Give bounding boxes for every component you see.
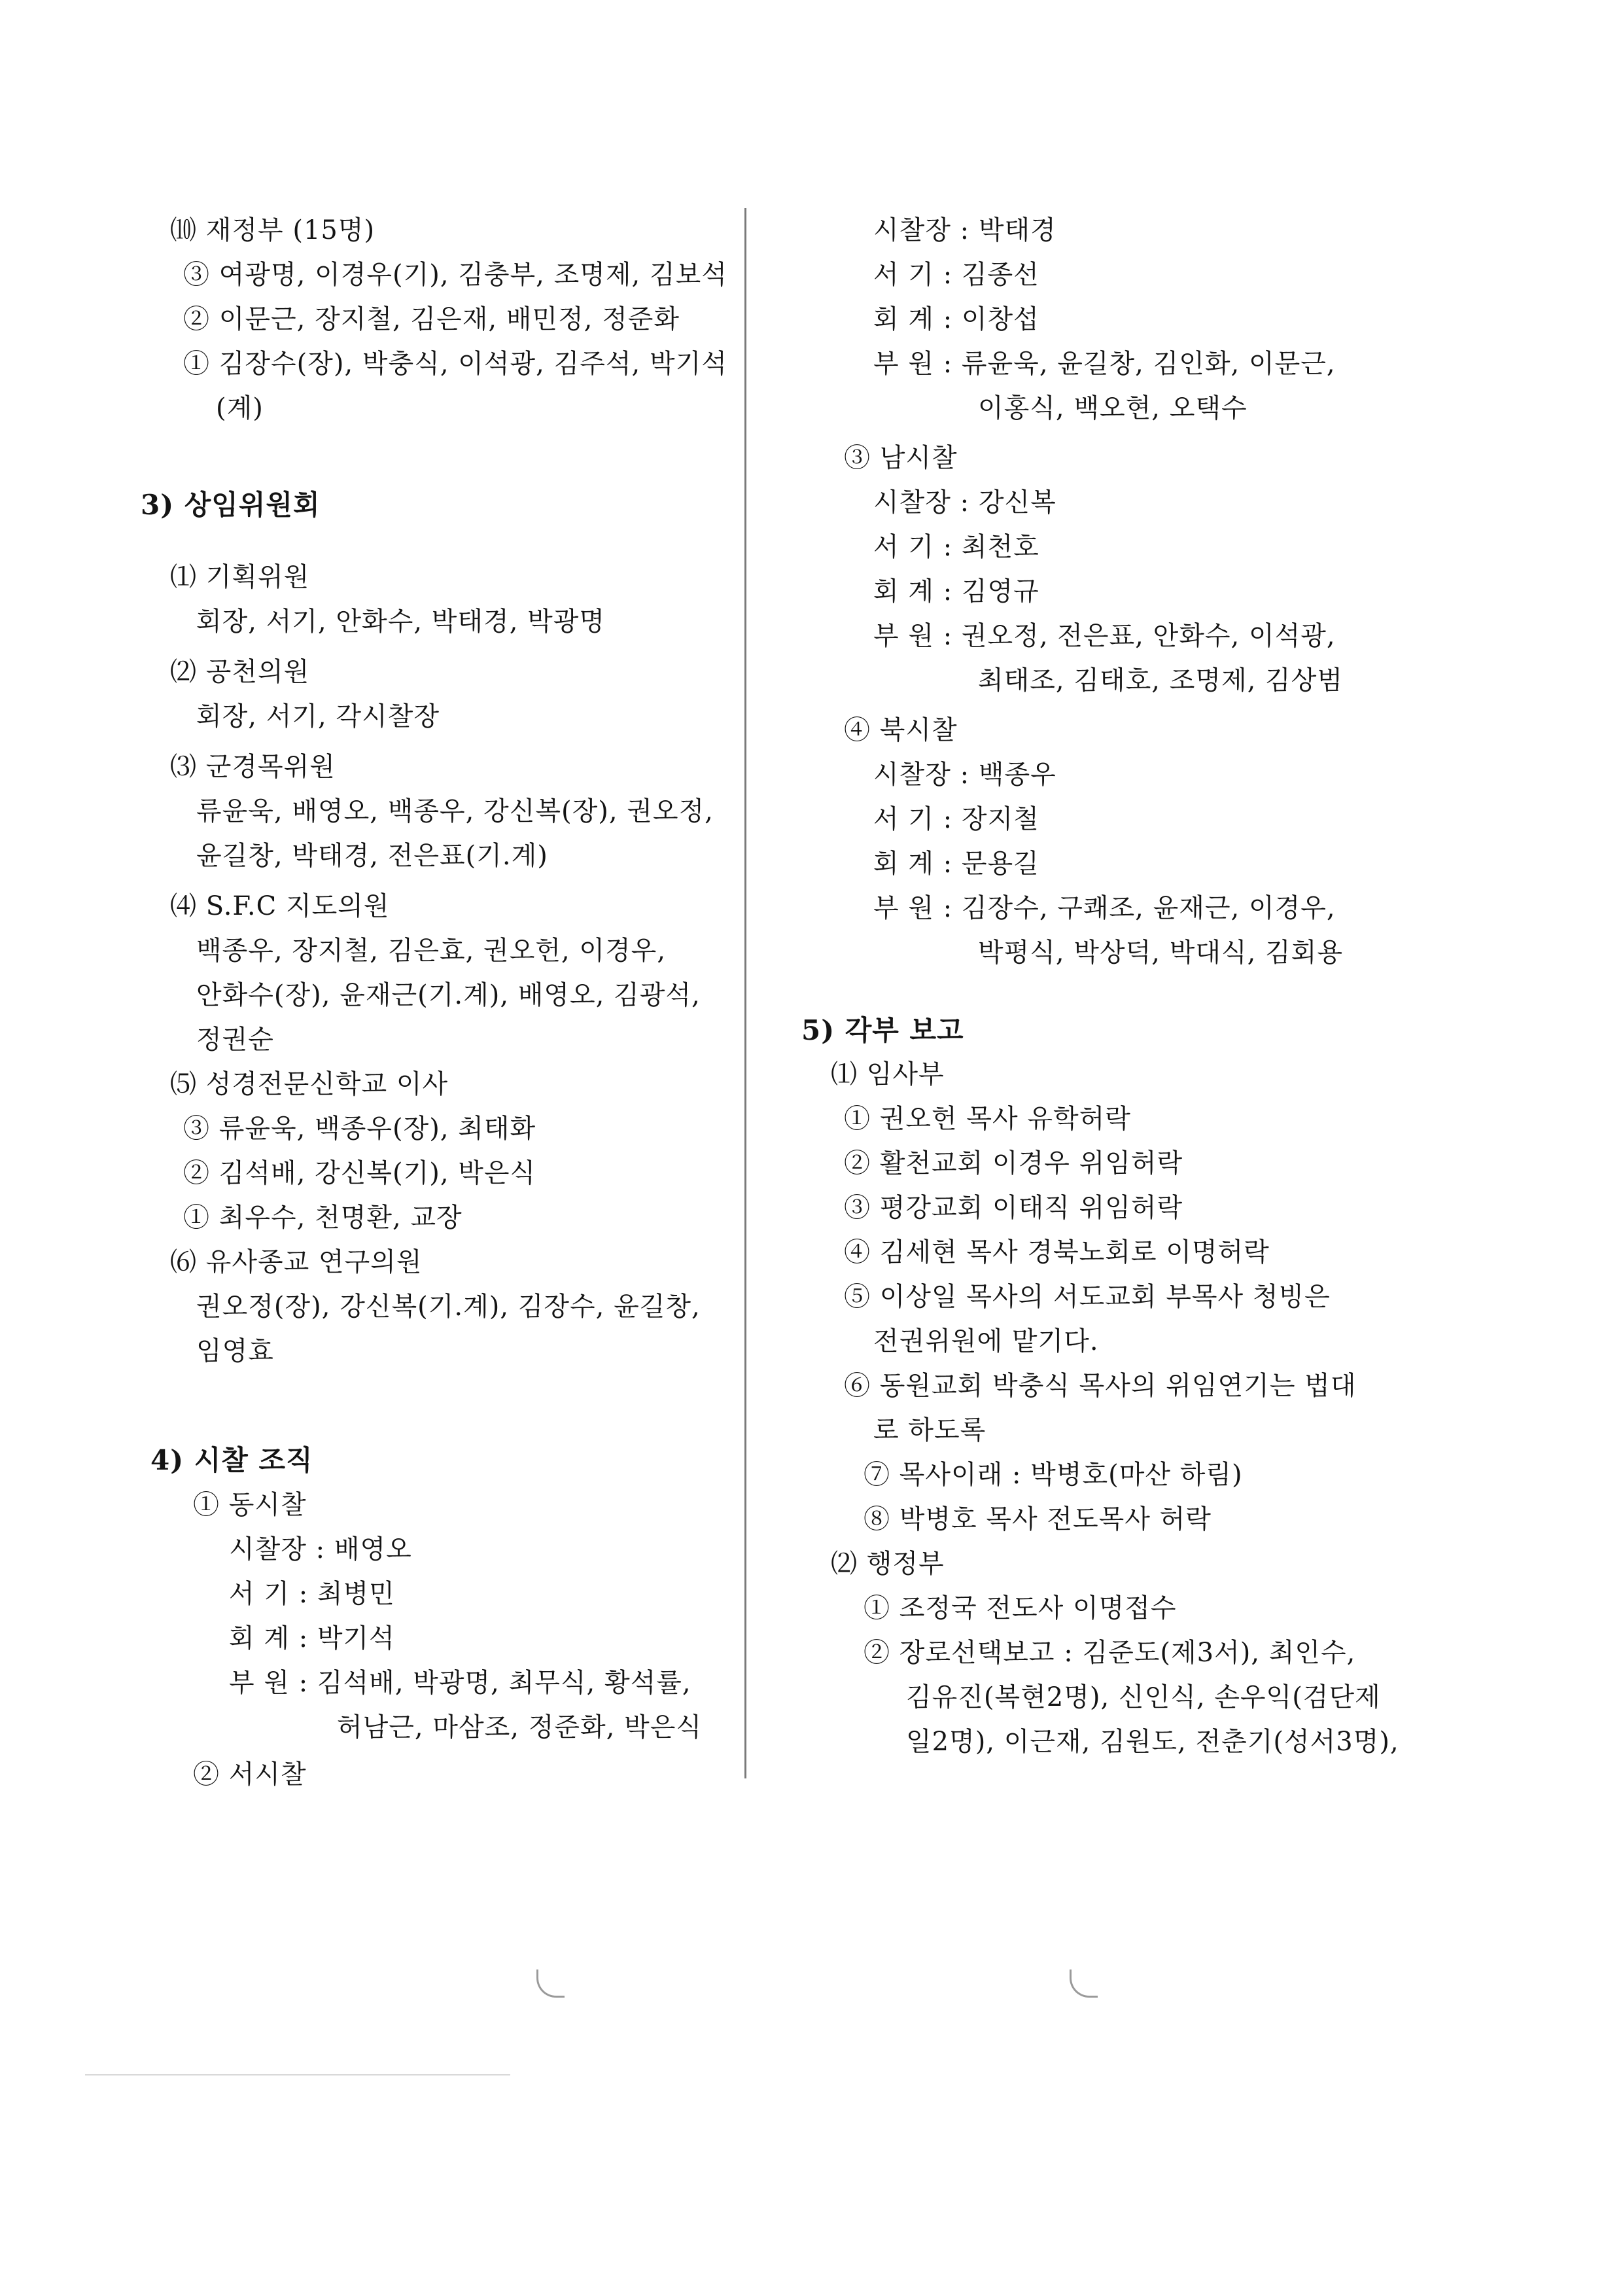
right-line-27: ⑦ 목사이래 : 박병호(마산 하림)	[864, 1460, 1243, 1490]
left-line-8: ⑵ 공천의원	[170, 657, 310, 687]
right-line-18: ⑴ 임사부	[831, 1059, 945, 1089]
left-line-16: 정권순	[196, 1025, 274, 1055]
left-line-17: ⑸ 성경전문신학교 이사	[170, 1069, 449, 1099]
right-line-32: 김유진(복현2명), 신인식, 손우익(검단제	[906, 1682, 1381, 1712]
punch-hole-mark-right	[1070, 1969, 1098, 1998]
left-line-11: 류윤욱, 배영오, 백종우, 강신복(장), 권오정,	[196, 796, 714, 826]
left-line-4: (계)	[216, 393, 264, 423]
left-line-29: 부 원 : 김석배, 박광명, 최무식, 황석률,	[229, 1668, 691, 1698]
right-line-7: 서 기 : 최천호	[873, 532, 1039, 562]
right-line-25: ⑥ 동원교회 박충식 목사의 위임연기는 법대	[844, 1371, 1357, 1401]
left-line-12: 윤길창, 박태경, 전은표(기.계)	[196, 841, 548, 871]
left-line-10: ⑶ 군경목위원	[170, 752, 336, 782]
left-line-9: 회장, 서기, 각시찰장	[196, 701, 440, 732]
left-line-5: 3) 상임위원회	[141, 489, 321, 521]
column-divider	[744, 208, 746, 1778]
left-line-26: 시찰장 : 배영오	[229, 1534, 412, 1564]
right-line-13: 서 기 : 장지철	[873, 804, 1039, 834]
left-line-6: ⑴ 기획위원	[170, 562, 310, 592]
right-line-14: 회 계 : 문용길	[873, 849, 1039, 879]
right-line-30: ① 조정국 전도사 이명접수	[864, 1593, 1177, 1623]
right-line-2: 회 계 : 이창섭	[873, 304, 1039, 334]
left-line-7: 회장, 서기, 안화수, 박태경, 박광명	[196, 607, 606, 637]
left-line-23: 임영효	[196, 1336, 274, 1366]
right-line-31: ② 장로선택보고 : 김준도(제3서), 최인수,	[864, 1638, 1356, 1668]
right-line-17: 5) 각부 보고	[801, 1014, 964, 1046]
left-line-20: ① 최우수, 천명환, 교장	[183, 1203, 462, 1233]
right-line-0: 시찰장 : 박태경	[873, 215, 1056, 245]
right-line-6: 시찰장 : 강신복	[873, 487, 1056, 518]
left-line-3: ① 김장수(장), 박충식, 이석광, 김주석, 박기석	[183, 349, 727, 379]
left-line-21: ⑹ 유사종교 연구의원	[170, 1247, 423, 1277]
right-line-1: 서 기 : 김종선	[873, 260, 1039, 290]
left-line-1: ③ 여광명, 이경우(기), 김충부, 조명제, 김보석	[183, 260, 727, 290]
right-line-16: 박평식, 박상덕, 박대식, 김회용	[978, 938, 1343, 968]
left-line-31: ② 서시찰	[193, 1759, 307, 1790]
right-line-23: ⑤ 이상일 목사의 서도교회 부목사 청빙은	[844, 1282, 1331, 1312]
left-line-30: 허남근, 마삼조, 정준화, 박은식	[337, 1712, 702, 1742]
left-line-13: ⑷ S.F.C 지도의원	[170, 891, 390, 921]
right-line-22: ④ 김세현 목사 경북노회로 이명허락	[844, 1237, 1270, 1267]
right-line-28: ⑧ 박병호 목사 전도목사 허락	[864, 1504, 1212, 1534]
right-line-19: ① 권오헌 목사 유학허락	[844, 1104, 1131, 1134]
right-line-20: ② 활천교회 이경우 위임허락	[844, 1148, 1183, 1178]
scan-edge-line	[85, 2074, 510, 2075]
left-line-22: 권오정(장), 강신복(기.계), 김장수, 윤길창,	[196, 1292, 701, 1322]
left-line-19: ② 김석배, 강신복(기), 박은식	[183, 1158, 536, 1188]
right-line-21: ③ 평강교회 이태직 위임허락	[844, 1193, 1183, 1223]
right-line-29: ⑵ 행정부	[831, 1549, 945, 1579]
left-line-2: ② 이문근, 장지철, 김은재, 배민정, 정준화	[183, 304, 680, 334]
left-line-25: ① 동시찰	[193, 1490, 307, 1520]
right-line-3: 부 원 : 류윤욱, 윤길창, 김인화, 이문근,	[873, 349, 1336, 379]
left-line-24: 4) 시찰 조직	[150, 1444, 313, 1476]
right-line-12: 시찰장 : 백종우	[873, 760, 1056, 790]
left-line-14: 백종우, 장지철, 김은효, 권오헌, 이경우,	[196, 936, 667, 966]
left-line-27: 서 기 : 최병민	[229, 1579, 395, 1609]
right-line-8: 회 계 : 김영규	[873, 576, 1039, 607]
right-line-5: ③ 남시찰	[844, 443, 958, 473]
left-line-15: 안화수(장), 윤재근(기.계), 배영오, 김광석,	[196, 980, 701, 1010]
left-line-0: ⑽ 재정부 (15명)	[170, 215, 375, 245]
punch-hole-mark-left	[536, 1969, 565, 1998]
right-line-4: 이홍식, 백오현, 오택수	[978, 393, 1248, 423]
right-line-24: 전권위원에 맡기다.	[873, 1326, 1099, 1356]
left-line-28: 회 계 : 박기석	[229, 1623, 395, 1653]
right-line-15: 부 원 : 김장수, 구쾌조, 윤재근, 이경우,	[873, 893, 1336, 923]
right-line-11: ④ 북시찰	[844, 715, 958, 745]
right-line-26: 로 하도록	[873, 1415, 986, 1445]
right-line-9: 부 원 : 권오정, 전은표, 안화수, 이석광,	[873, 621, 1336, 651]
right-line-33: 일2명), 이근재, 김원도, 전춘기(성서3명),	[906, 1727, 1399, 1757]
left-line-18: ③ 류윤욱, 백종우(장), 최태화	[183, 1114, 536, 1144]
right-line-10: 최태조, 김태호, 조명제, 김상범	[978, 665, 1343, 696]
